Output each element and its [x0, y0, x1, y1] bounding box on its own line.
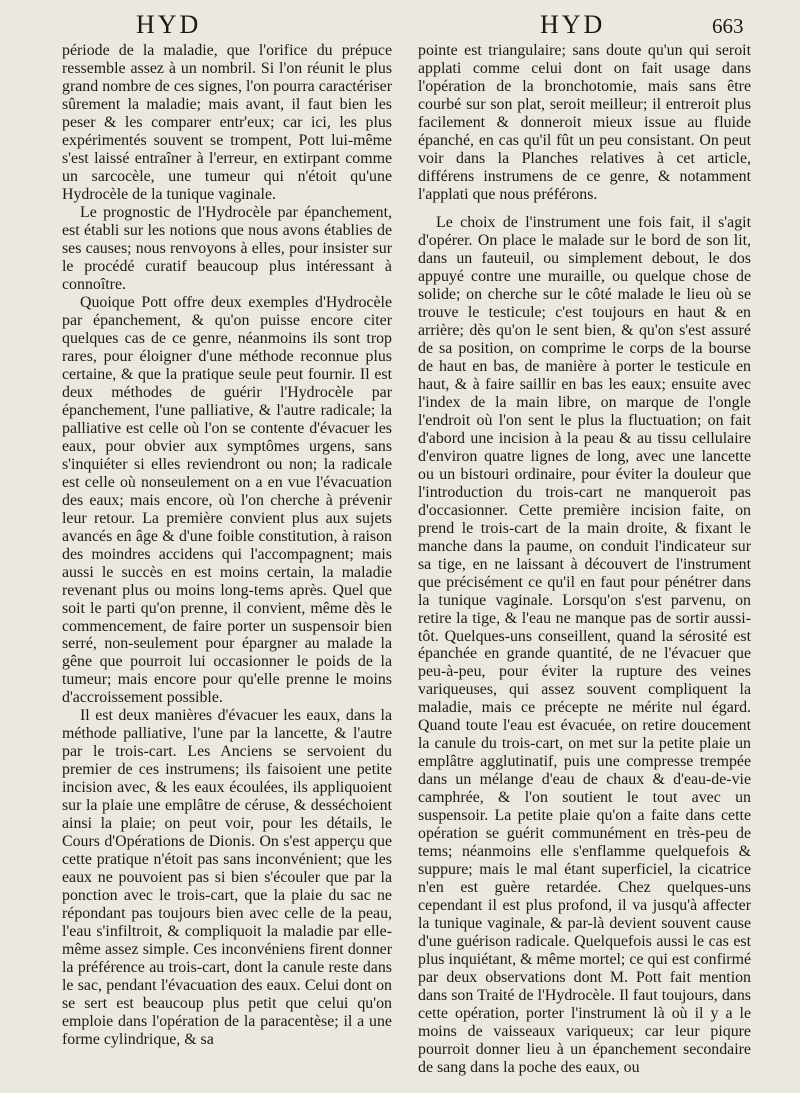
paragraph: Quoique Pott offre deux exemples d'Hydrocèle par épanchement, & qu'on puisse encore citer quelques cas de ce genre, néanmoins ils sont trop rares, pour éloigner d'une méthode reconnue plus certaine, & que la pratique seule peut fournir. Il est deux méthodes de guérir l'Hydrocèle par épanchement, l'une palliative, & l'autre radicale; la palliative est celle où l'on se contente d'évacuer les eaux, pour obvier aux symptômes urgens, sans s'inquiéter si elles reviendront ou non; la radicale est celle où nonseulement on a en vue l'évacuation des eaux; mais encore, où l'on cherche à prévenir leur retour. La première convient plus aux sujets avancés en âge & d'une foible constitution, à raison des moindres accidens qui l'accompagnent; mais aussi le succès en est moins certain, la maladie revenant plus ou moins long-tems après. Quel que soit le parti qu'on prenne, il convient, même dès le commencement, de faire porter un suspensoir bien serré, non-seulement pour épargner au malade la gêne que pourroit lui occasionner le poids de la tumeur; mais encore pour qu'elle prenne le moins d'accroissement possible. [62, 293, 392, 707]
left-column [62, 42, 392, 1049]
running-head-left: HYD [136, 10, 202, 39]
page-number: 663 [712, 14, 744, 38]
paragraph: Le choix de l'instrument une fois fait, il s'agit d'opérer. On place le malade sur le bord de son lit, dans un fauteuil, ou simplement debout, le dos appuyé contre une muraille, ou quelque chose de solide; on cherche sur le côté malade le lieu où se trouve le testicule; c'est toujours en haut & en arrière; dès qu'on le sent bien, & qu'on s'est assuré de sa position, on comprime le corps de la bourse de haut en bas, de manière à porter le testicule en haut, & à faire saillir en bas les eaux; ensuite avec l'index de la main libre, on marque de l'ongle l'endroit où l'on sent le plus la fluctuation; on fait d'abord une incision à la peau & au tissu cellulaire d'environ quatre lignes de long, avec une lancette ou un bistouri ordinaire, pour éviter la douleur que l'introduction du trois-cart ne manqueroit pas d'occasionner. Cette première incision faite, on prend le trois-cart de la main droite, & fixant le manche dans la paume, on conduit l'indicateur sur sa tige, en ne laissant à découvert de l'instrument que précisément ce qu'il en faut pour pénétrer dans la tunique vaginale. Lorsqu'on s'est parvenu, on retire la tige, & l'eau ne manque pas de sortir aussi-tôt. Quelques-uns conseillent, quand la sérosité est épanchée en grande quantité, de ne l'évacuer que peu-à-peu, pour éviter la rupture des veines variqueuses, qui assez souvent compliquent la maladie, mais ce précepte ne mérite nul égard. Quand toute l'eau est évacuée, on retire doucement la canule du trois-cart, on met sur la petite plaie un emplâtre agglutinatif, puis une compresse trempée dans un mélange d'eau de chaux & d'eau-de-vie camphrée, & l'on soutient le tout avec un suspensoir. La petite plaie qu'on a faite dans cette opération se guérit communément en très-peu de tems; néanmoins elle s'enflamme quelquefois & suppure; mais le mal étant superficiel, la cicatrice n'en est guère retardée. Chez quelques-uns cependant il est plus profond, il va jusqu'à affecter la tunique vaginale, & par-là devient souvent cause d'une guérison radicale. Quelquefois aussi le cas est plus inquiétant, & même mortel; ce qui est confirmé par deux observations dont M. Pott fait mention dans son Traité de l'Hydrocèle. Il faut toujours, dans cette opération, porter l'instrument là où il y a le moins de vaisseaux variqueux; car leur piqure pourroit donner lieu à un épanchement secondaire de sang dans la poche des eaux, ou [418, 213, 751, 1077]
paragraph: Il est deux manières d'évacuer les eaux, dans la méthode palliative, l'une par la lancette, & l'autre par le trois-cart. Les Anciens se servoient du premier de ces instrumens; ils faisoient une petite incision avec, & les eaux écoulées, ils appliquoient sur la plaie une emplâtre de céruse, & desséchoient ainsi la plaie; on peut voir, pour les détails, le Cours d'Opérations de Dionis. On s'est apperçu que cette pratique n'étoit pas sans inconvénient; que les eaux ne pouvoient pas si bien s'écouler que par la ponction avec le trois-cart, que la plaie du sac ne répondant pas toujours bien avec celle de la peau, l'eau s'infiltroit, & compliquoit la maladie par elle-même assez simple. Ces inconvéniens firent donner la préférence au trois-cart, dont la canule reste dans le sac, pendant l'évacuation des eaux. Celui dont on se sert est beaucoup plus petit que celui qu'on emploie dans l'opération de la paracentèse; il a une forme cylindrique, & sa [62, 707, 392, 1049]
running-head-right: HYD [540, 10, 606, 39]
paragraph: pointe est triangulaire; sans doute qu'un qui seroit applati comme celui dont on fait usage dans l'opération de la bronchotomie, mais sans être courbé sur son plat, seroit meilleur; il entreroit plus facilement & donneroit mieux issue au fluide épanché, en cas qu'il fût un peu consistant. On peut voir dans la Planches relatives à cet article, différens instrumens de ce genre, & notamment l'applati que nous préférons. [418, 42, 751, 203]
right-column [418, 42, 751, 1077]
paragraph: Le prognostic de l'Hydrocèle par épanchement, est établi sur les notions que nous avons établies de ses causes; nous renvoyons à elles, pour insister sur le procédé curatif beaucoup plus intéressant à connoître. [62, 203, 392, 293]
paragraph: période de la maladie, que l'orifice du prépuce ressemble assez à un nombril. Si l'on réunit le plus grand nombre de ces signes, l'on pourra caractériser sûrement la maladie; mais avant, il faut bien les peser & les comparer entr'eux; car ici, les plus expérimentés souvent se trompent, Pott lui-même s'est laissé entraîner à l'erreur, en extirpant comme un sarcocèle, une tumeur qui n'étoit qu'une Hydrocèle de la tunique vaginale. [62, 42, 392, 203]
